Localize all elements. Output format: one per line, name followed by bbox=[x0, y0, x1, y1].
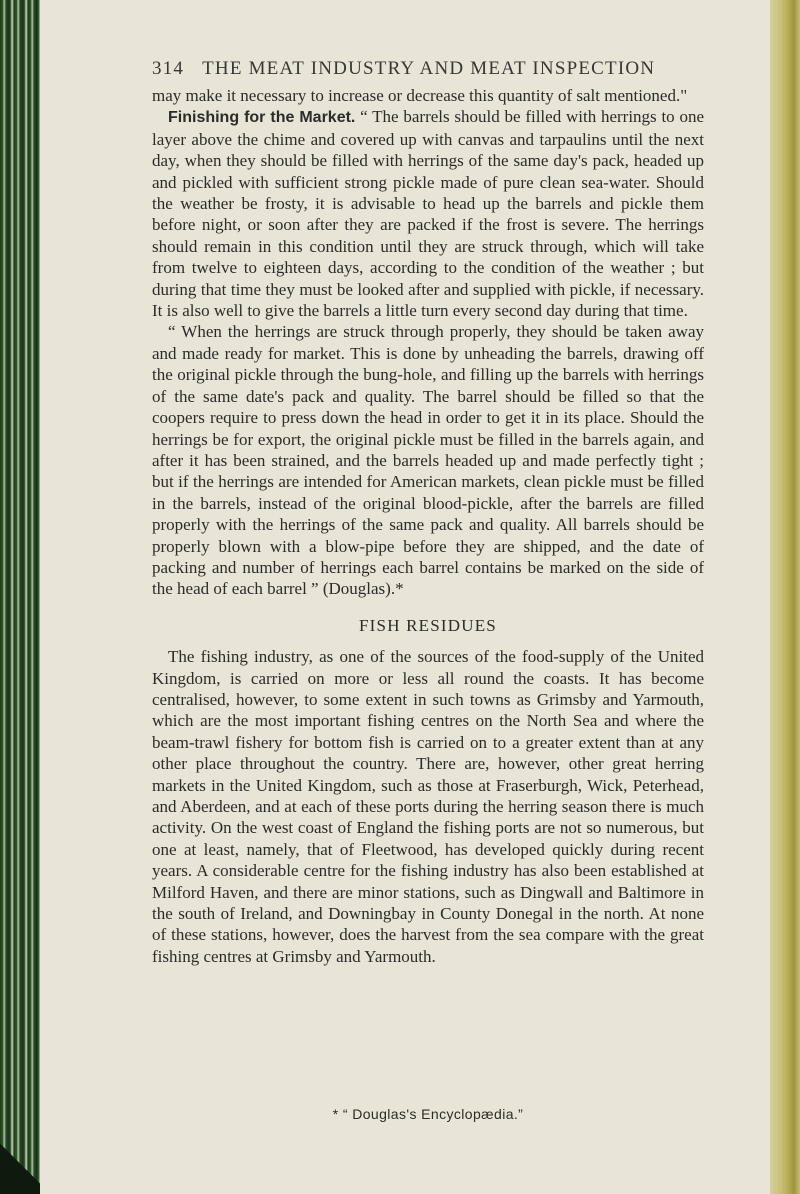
paragraph-heading: Finishing for the Market. bbox=[168, 109, 356, 127]
section-heading: FISH RESIDUES bbox=[359, 615, 497, 635]
footnote: * “ Douglas's Encyclopædia.” bbox=[332, 1106, 524, 1122]
running-title: THE MEAT INDUSTRY AND MEAT INSPECTION bbox=[202, 58, 656, 79]
book-spine bbox=[0, 0, 40, 1194]
body-text bbox=[152, 85, 704, 967]
paragraph-1: may make it necessary to increase or decrease this quantity of salt mentioned." bbox=[152, 86, 688, 105]
book-page bbox=[40, 0, 770, 1194]
page-number: 314 bbox=[152, 58, 185, 79]
paragraph-4: The fishing industry, as one of the sources of the food-supply of the United Kingdom, is carried on more or less all round the coasts. It has become centralised, however, to some extent in such towns as Grimsby and Yarmouth, which are the most important fishing centres on the North Sea and where the beam-trawl fishery for bottom fish is carried on to a greater extent than at any other place throughout the country. There are, however, other great herring markets in the United Kingdom, such as those at Fraserburgh, Wick, Peterhead, and Aberdeen, and at each of these ports during the herring season there is much activity. On the west coast of England the fishing ports are not so numerous, but one at least, namely, that of Fleetwood, has developed quickly during recent years. A considerable centre for the fishing industry has also been established at Milford Haven, and there are minor stations, such as Dingwall and Baltimore in the south of Ireland, and Downingbay in County Donegal in the north. At none of these stations, however, does the harvest from the sea compare with the great fishing centres at Grimsby and Yarmouth. bbox=[152, 647, 704, 966]
spine-corner bbox=[0, 1134, 40, 1194]
running-header bbox=[152, 58, 712, 80]
paragraph-3: “ When the herrings are struck through properly, they should be taken away and made ready for market. This is done by unheading the barrels, drawing off the original pickle through the bung-hole, and filling up the barrels with herrings of the same date's pack and quality. The barrel should be filled so that the coopers require to press down the head in order to get it in its place. Should the herrings be for export, the original pickle must be filled in the barrels again, and after it has been strained, and the barrels headed up and made perfectly tight ; but if the herrings are intended for American markets, clean pickle must be filled in the barrels, instead of the original blood-pickle, after the barrels are filled properly with the herrings of the same pack and quality. All barrels should be properly blown with a blow-pipe before they are shipped, and the date of packing and number of herrings each barrel contains be marked on the side of the head of each barrel ” (Douglas).* bbox=[152, 322, 704, 599]
paragraph-2 bbox=[152, 106, 704, 321]
paragraph-2-text: “ The barrels should be filled with herrings to one layer above the chime and covered up with canvas and tarpaulins until the next day, when they should be filled with herrings of the same day's pack, headed up and pickled with sufficient strong pickle made of pure clean sea-water. Should the weather be frosty, it is advisable to head up the barrels and pickle them before night, or soon after they are packed if the frost is severe. The herrings should remain in this condition until they are struck through, which will take from twelve to eighteen days, according to the condition of the weather ; but during that time they must be looked after and supplied with pickle, if necessary. It is also well to give the barrels a little turn every second day during that time. bbox=[152, 107, 704, 321]
page-edge bbox=[770, 0, 800, 1194]
